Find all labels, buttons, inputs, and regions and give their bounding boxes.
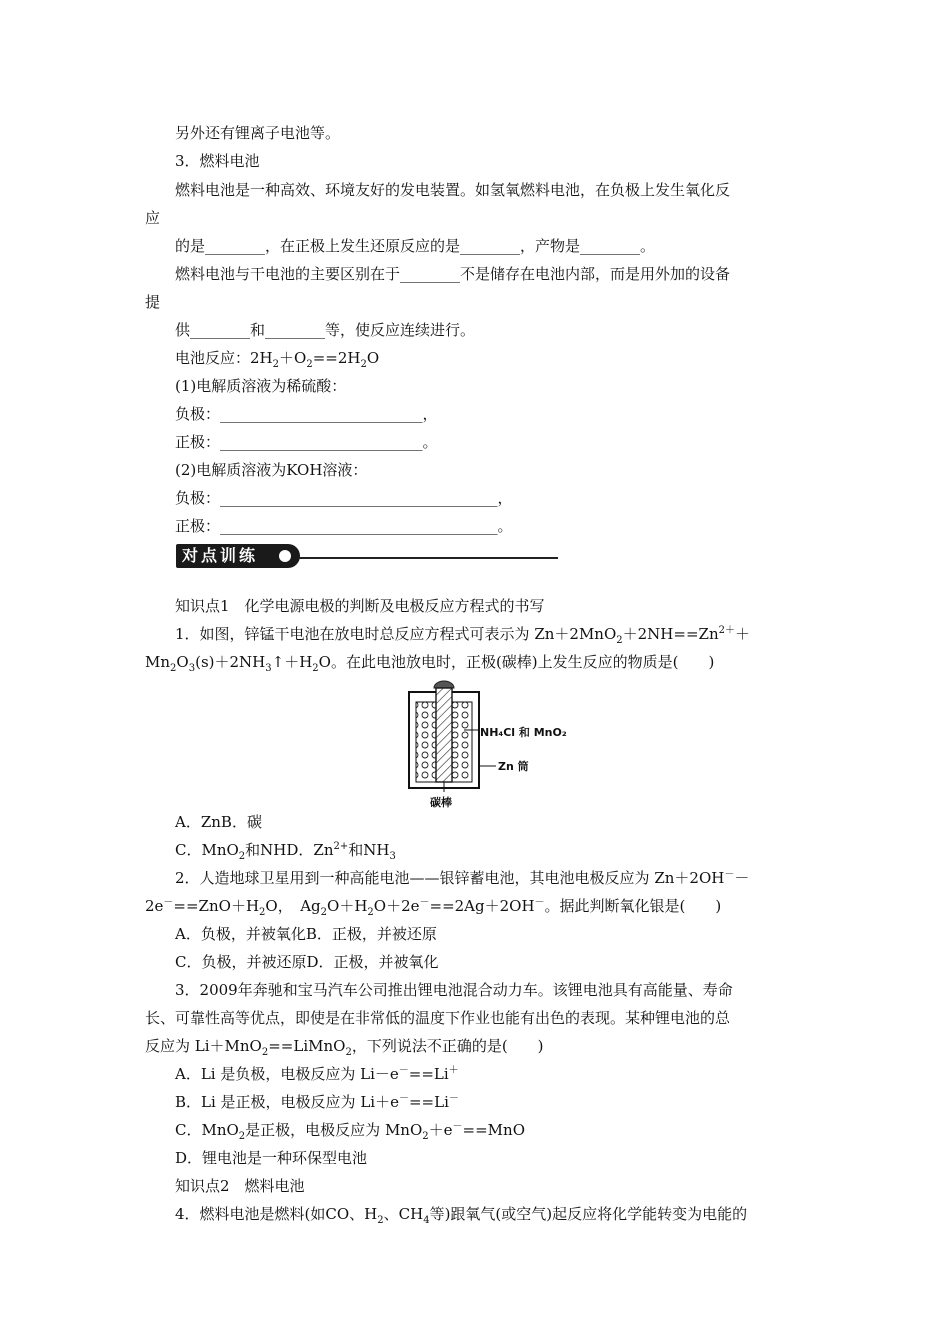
bullet-icon — [279, 550, 291, 562]
battery-reaction: 电池反应：$2H_2+O_2==2H_2O$ — [175, 349, 380, 370]
text-line: 的是________，在正极上发生还原反应的是________，产物是________。 — [175, 237, 656, 255]
question-1-line: 1．如图，锌锰干电池在放电时总反应方程式可表示为 $Zn+2MnO_2+2NH==Zn^{2+}+$ — [175, 625, 751, 646]
question-3-line: 反应为 Li＋MnO$_2$==LiMnO$_2$，下列说法不正确的是( ) — [145, 1037, 544, 1058]
option-line: D．锂电池是一种环保型电池 — [175, 1149, 368, 1167]
section-heading: 3．燃料电池 — [175, 152, 260, 170]
figure-label-carbon-rod: 碳棒 — [430, 796, 452, 809]
banner-label: 对点训练 — [176, 544, 300, 568]
question-3-line: 3．2009年奔驰和宝马汽车公司推出锂电池混合动力车。该锂电池具有高能量、寿命 — [175, 981, 733, 999]
answer-line: 负极：___________________________， — [175, 405, 438, 423]
question-2-line: $2e^-==ZnO+H_2O$， $Ag_2O+H_2O+2e^-==2Ag+2OH^-$。据此判断氧化银是( ) — [145, 897, 722, 918]
knowledge-point-heading: 知识点1 化学电源电极的判断及电极反应方程式的书写 — [175, 597, 545, 615]
question-4-line: 4．燃料电池是燃料(如CO、$H_2$、$CH_4$等)跟氧气(或空气)起反应将化学能转变为电能的 — [175, 1205, 748, 1226]
text-line: 另外还有锂离子电池等。 — [175, 124, 341, 142]
option-line: A．负极，并被氧化B．正极，并被还原 — [175, 925, 437, 943]
option-line: C．MnO$_2$和NHD．$Zn^{2+}$和$NH_3$ — [175, 841, 396, 862]
option-line: C．负极，并被还原D．正极，并被氧化 — [175, 953, 439, 971]
option-line: C．MnO$_2$是正极，电极反应为 MnO$_2$＋e－==MnO — [175, 1121, 525, 1142]
answer-line: 负极：_____________________________________， — [175, 489, 513, 507]
text-line: (1)电解质溶液为稀硫酸： — [175, 377, 347, 395]
text-line: 提 — [145, 293, 161, 311]
text-line: 燃料电池与干电池的主要区别在于________不是储存在电池内部，而是用外加的设备 — [175, 265, 731, 283]
option-line: A．Li 是负极，电极反应为 Li－e－==Li＋ — [175, 1065, 459, 1083]
option-line: A．ZnB．碳 — [175, 813, 262, 831]
section-banner — [176, 544, 558, 570]
answer-line: 正极：_____________________________________。 — [175, 517, 513, 535]
dry-cell-diagram — [400, 680, 580, 845]
banner-rule — [298, 557, 558, 559]
figure-label-zinc-can: Zn 筒 — [498, 760, 529, 773]
figure-label-electrolyte: NH₄Cl 和 MnO₂ — [480, 726, 567, 739]
knowledge-point-heading: 知识点2 燃料电池 — [175, 1177, 305, 1195]
question-2-line: 2．人造地球卫星用到一种高能电池——银锌蓄电池，其电池电极反应为 Zn＋2OH－－ — [175, 869, 750, 887]
text-line: 燃料电池是一种高效、环境友好的发电装置。如氢氧燃料电池，在负极上发生氧化反 — [175, 181, 731, 199]
text-line: 应 — [145, 209, 161, 227]
question-1-line: $Mn_2O_3(s)+2NH_3↑+H_2O$。在此电池放电时，正极(碳棒)上发生反应的物质是( ) — [145, 653, 715, 674]
text-line: 供________和________等，使反应连续进行。 — [175, 321, 476, 339]
text-line: (2)电解质溶液为KOH溶液： — [175, 461, 368, 479]
option-line: B．Li 是正极，电极反应为 Li＋e－==Li－ — [175, 1093, 459, 1111]
question-3-line: 长、可靠性高等优点，即使是在非常低的温度下作业也能有出色的表现。某种锂电池的总 — [145, 1009, 731, 1027]
answer-line: 正极：___________________________。 — [175, 433, 438, 451]
